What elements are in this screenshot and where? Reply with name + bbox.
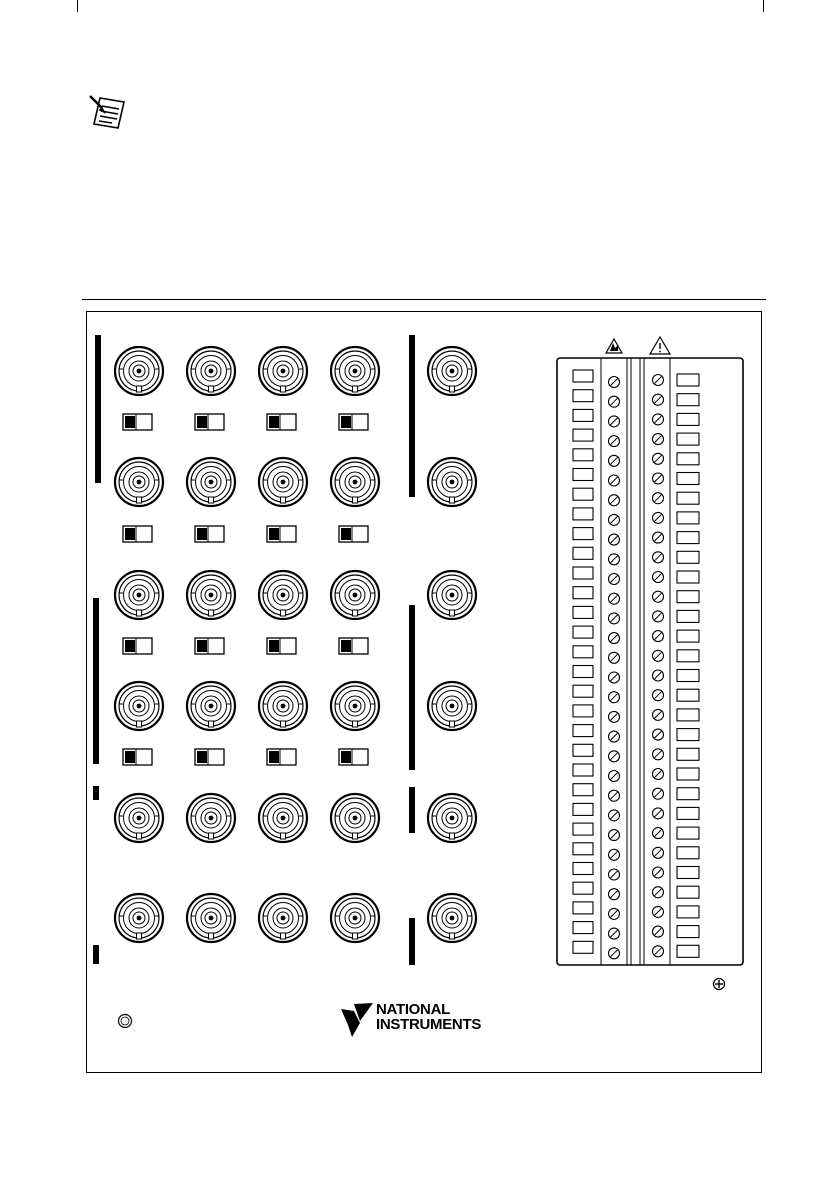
bnc-connector xyxy=(187,794,235,842)
slide-switch xyxy=(123,414,152,430)
bnc-connector xyxy=(115,571,163,619)
slide-switch xyxy=(123,749,152,765)
slide-switch xyxy=(267,749,296,765)
slide-switch xyxy=(339,414,368,430)
front-panel-diagram xyxy=(86,311,762,1073)
bnc-connector xyxy=(187,347,235,395)
national-instruments-logo xyxy=(340,999,500,1043)
slide-switch xyxy=(123,638,152,654)
slide-switch xyxy=(267,526,296,542)
group-bracket-bar xyxy=(93,945,99,964)
bnc-connector xyxy=(115,682,163,730)
group-bracket-bar xyxy=(93,786,99,800)
bnc-connector xyxy=(331,682,379,730)
bnc-connector xyxy=(187,458,235,506)
bnc-connector xyxy=(259,894,307,942)
chassis-ground-icon xyxy=(714,979,725,990)
bnc-connector xyxy=(428,894,476,942)
bnc-connector xyxy=(428,571,476,619)
crop-mark-right xyxy=(763,0,764,12)
esd-warning-icon xyxy=(606,339,622,353)
slide-switch xyxy=(339,638,368,654)
bnc-connector xyxy=(259,794,307,842)
logo-line-instruments: INSTRUMENTS xyxy=(376,1016,482,1033)
bnc-connector xyxy=(331,458,379,506)
slide-switch xyxy=(195,638,224,654)
bnc-connector xyxy=(331,794,379,842)
bnc-connector xyxy=(187,682,235,730)
bnc-connector xyxy=(331,347,379,395)
note-pad-icon xyxy=(88,92,132,132)
power-led-icon xyxy=(119,1015,132,1028)
bnc-connector xyxy=(115,794,163,842)
slide-switch xyxy=(339,526,368,542)
group-bracket-bar xyxy=(93,598,99,764)
group-bracket-bar xyxy=(409,605,415,770)
section-divider xyxy=(82,299,766,300)
slide-switch xyxy=(195,749,224,765)
slide-switch xyxy=(195,414,224,430)
group-bracket-bar xyxy=(409,787,415,833)
bnc-connector xyxy=(187,894,235,942)
crop-mark-left xyxy=(77,0,78,12)
slide-switch xyxy=(123,526,152,542)
bnc-connector xyxy=(428,794,476,842)
group-bracket-bar xyxy=(409,918,415,965)
bnc-connector xyxy=(115,894,163,942)
slide-switch xyxy=(195,526,224,542)
bnc-connector xyxy=(428,682,476,730)
bnc-connector xyxy=(331,894,379,942)
bnc-connector xyxy=(428,347,476,395)
slide-switch xyxy=(267,414,296,430)
slide-switch xyxy=(267,638,296,654)
bnc-connector xyxy=(428,458,476,506)
slide-switch xyxy=(339,749,368,765)
bnc-connector xyxy=(115,458,163,506)
bnc-connector xyxy=(259,347,307,395)
logo-line-national: NATIONAL xyxy=(376,1001,450,1018)
bnc-connector xyxy=(187,571,235,619)
terminal-block xyxy=(557,358,743,965)
bnc-connector xyxy=(259,571,307,619)
caution-triangle-icon xyxy=(650,337,670,354)
ni-eagle-mark-icon xyxy=(340,1001,374,1039)
panel-drawing xyxy=(87,312,763,1074)
bnc-connector xyxy=(331,571,379,619)
bnc-connector xyxy=(259,458,307,506)
group-bracket-bar xyxy=(409,335,415,497)
bnc-connector xyxy=(115,347,163,395)
group-bracket-bar xyxy=(95,335,101,483)
bnc-connector xyxy=(259,682,307,730)
